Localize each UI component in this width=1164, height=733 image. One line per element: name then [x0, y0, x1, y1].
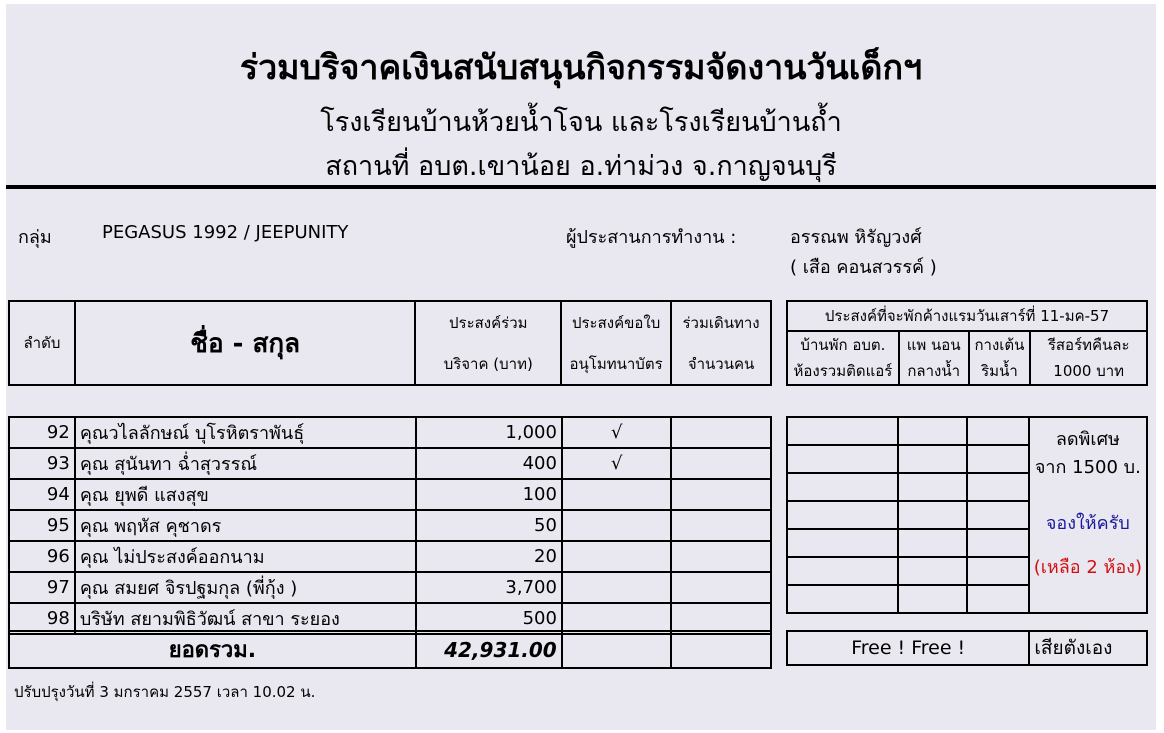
lodging-cell — [898, 557, 967, 585]
row-number: 94 — [9, 479, 75, 510]
total-label: ยอดรวม. — [9, 631, 416, 668]
donor-name: คุณวไลลักษณ์ บุโรหิตราพันธุ์ — [75, 417, 417, 448]
resort-note — [1029, 417, 1147, 613]
spreadsheet-page — [6, 4, 1156, 730]
donation-amount: 400 — [416, 448, 562, 479]
travel-count — [671, 479, 771, 510]
cert-check: √ — [562, 417, 672, 448]
lodging-cell — [967, 473, 1028, 501]
coordinator-nickname: ( เสือ คอนสวรรค์ ) — [790, 257, 937, 278]
lodging-col3-header-1: กางเต้น — [969, 331, 1031, 358]
donation-header-table — [8, 300, 772, 386]
donor-name: คุณ สุนันทา ฉ่ำสุวรรณ์ — [75, 448, 417, 479]
cert-check — [562, 541, 672, 572]
page-title: ร่วมบริจาคเงินสนับสนุนกิจกรรมจัดงานวันเด็กฯ — [239, 48, 923, 88]
lodging-cell — [898, 445, 967, 473]
travel-count — [671, 417, 771, 448]
lodging-col4-header-2: 1000 บาท — [1030, 358, 1147, 385]
self-pay-label: เสียตังเอง — [1029, 631, 1147, 665]
table-row — [9, 448, 771, 479]
group-label: กลุ่ม — [18, 227, 52, 248]
coordinator-name: อรรณพ หิรัญวงศ์ — [790, 227, 922, 248]
lodging-cell — [967, 529, 1028, 557]
lodging-cell — [967, 557, 1028, 585]
donation-amount: 500 — [416, 603, 562, 634]
lodging-cell — [898, 529, 967, 557]
note-original-price: จาก 1500 บ. — [1034, 457, 1141, 478]
travel-count — [671, 448, 771, 479]
lodging-cell — [787, 445, 898, 473]
table-row — [9, 479, 771, 510]
lodging-col1-header-1: บ้านพัก อบต. — [787, 331, 899, 358]
free-label: Free ! Free ! — [787, 631, 1029, 665]
lodging-cell — [898, 585, 967, 613]
row-number: 95 — [9, 510, 75, 541]
name-header: ชื่อ - สกุล — [75, 301, 416, 385]
table-row — [9, 541, 771, 572]
lodging-cell — [787, 501, 898, 529]
header-divider — [6, 185, 1156, 189]
cert-check — [562, 572, 672, 603]
lodging-cell — [898, 473, 967, 501]
donation-amount: 100 — [416, 479, 562, 510]
lodging-header-table — [786, 300, 1148, 386]
lodging-col1-header-2: ห้องรวมติดแอร์ — [787, 358, 899, 385]
lodging-col2-header-1: แพ นอน — [899, 331, 969, 358]
lodging-col2-header-2: กลางน้ำ — [899, 358, 969, 385]
donation-amount: 20 — [416, 541, 562, 572]
donor-name: คุณ ยุพดี แสงสุข — [75, 479, 417, 510]
group-value: PEGASUS 1992 / JEEPUNITY — [102, 222, 349, 243]
note-booked: จองให้ครับ — [1045, 513, 1130, 534]
table-row — [9, 572, 771, 603]
lodging-col3-header-2: ริมน้ำ — [969, 358, 1031, 385]
travel-header-1: ร่วมเดินทาง — [671, 301, 771, 343]
last-updated: ปรับปรุงวันที่ 3 มกราคม 2557 เวลา 10.02 น. — [14, 683, 316, 701]
page-subtitle: โรงเรียนบ้านห้วยน้ำโจน และโรงเรียนบ้านถ้ำ — [320, 107, 842, 138]
row-number: 93 — [9, 448, 75, 479]
lodging-cell — [967, 585, 1028, 613]
lodging-cell — [967, 501, 1028, 529]
donation-amount: 1,000 — [416, 417, 562, 448]
total-cert-cell — [562, 631, 672, 668]
lodging-cell — [787, 529, 898, 557]
note-remaining: (เหลือ 2 ห้อง) — [1033, 557, 1142, 578]
total-table — [8, 630, 772, 669]
travel-count — [671, 572, 771, 603]
travel-count — [671, 510, 771, 541]
cert-check — [562, 510, 672, 541]
cert-check: √ — [562, 448, 672, 479]
donor-name: คุณ ไม่ประสงค์ออกนาม — [75, 541, 417, 572]
lodging-cell — [967, 445, 1028, 473]
row-number: 98 — [9, 603, 75, 634]
donate-header-2: บริจาค (บาท) — [415, 343, 561, 385]
lodging-cell — [787, 473, 898, 501]
table-row — [787, 417, 1147, 445]
lodging-cell — [898, 501, 967, 529]
row-number: 96 — [9, 541, 75, 572]
total-value: 42,931.00 — [416, 631, 562, 668]
lodging-cell — [967, 417, 1028, 445]
table-row — [9, 510, 771, 541]
donor-name: บริษัท สยามพิธิวัฒน์ สาขา ระยอง — [75, 603, 417, 634]
lodging-cell — [787, 417, 898, 445]
table-row — [9, 417, 771, 448]
donate-header-1: ประสงค์ร่วม — [415, 301, 561, 343]
lodging-heading: ประสงค์ที่จะพักค้างแรมวันเสาร์ที่ 11-มค-57 — [787, 301, 1147, 331]
donor-name: คุณ พฤหัส คุชาดร — [75, 510, 417, 541]
row-number: 92 — [9, 417, 75, 448]
lodging-col4-header-1: รีสอร์ทคืนละ — [1030, 331, 1147, 358]
travel-count — [671, 541, 771, 572]
cert-header-1: ประสงค์ขอใบ — [561, 301, 671, 343]
lodging-cell — [787, 585, 898, 613]
event-location: สถานที่ อบต.เขาน้อย อ.ท่าม่วง จ.กาญจนบุรี — [325, 151, 837, 182]
lodging-cell — [898, 417, 967, 445]
cert-header-2: อนุโมทนาบัตร — [561, 343, 671, 385]
lodging-table — [786, 416, 1148, 614]
seq-header: ลำดับ — [9, 301, 75, 385]
lodging-total-table — [786, 630, 1148, 666]
note-discount: ลดพิเศษ — [1055, 429, 1120, 450]
donation-table — [8, 416, 772, 635]
travel-header-2: จำนวนคน — [671, 343, 771, 385]
total-travel-cell — [671, 631, 771, 668]
coordinator-label: ผู้ประสานการทำงาน : — [566, 227, 737, 248]
cert-check — [562, 479, 672, 510]
row-number: 97 — [9, 572, 75, 603]
lodging-cell — [787, 557, 898, 585]
donor-name: คุณ สมยศ จิรปฐมกุล (พี่กุ้ง ) — [75, 572, 417, 603]
donation-amount: 3,700 — [416, 572, 562, 603]
donation-amount: 50 — [416, 510, 562, 541]
